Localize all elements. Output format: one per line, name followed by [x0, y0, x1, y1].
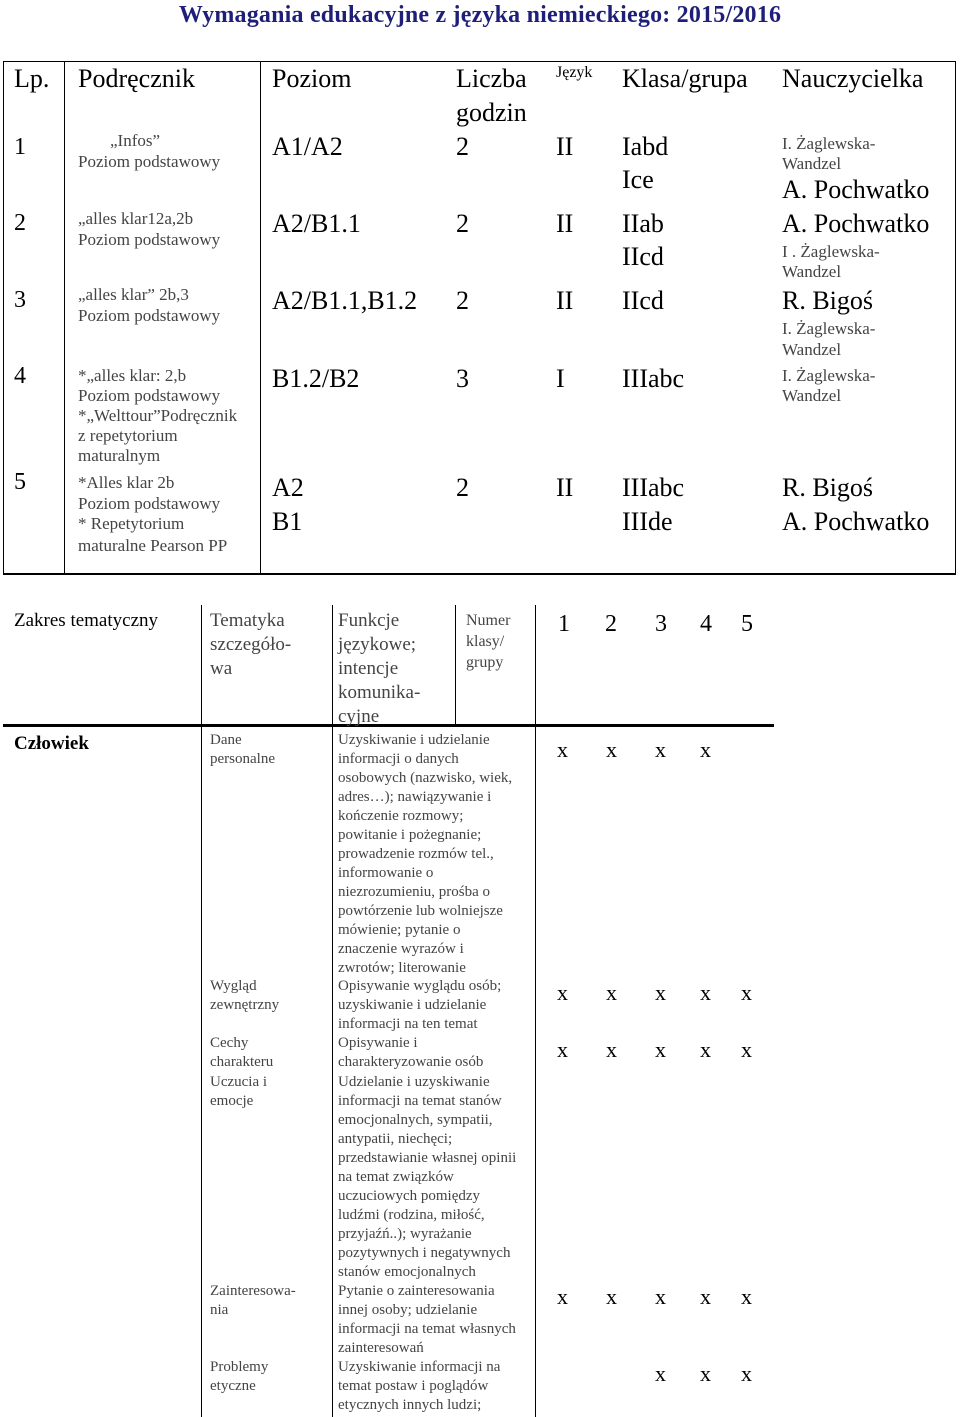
teacher: R. Bigoś [782, 286, 874, 315]
level: B1 [272, 507, 303, 536]
topic: charakteru [210, 1054, 274, 1070]
class-group: Ice [622, 165, 654, 194]
header-liczba: Liczba [456, 64, 527, 93]
function-line: innej osoby; udzielanie [338, 1302, 478, 1318]
function-line: przyjaźń..); wyrażanie [338, 1226, 472, 1242]
book-level: Poziom podstawowy [78, 152, 221, 171]
row-number: 5 [14, 469, 26, 495]
teacher: I. Żaglewska- [782, 319, 876, 338]
mark-col-4: x [700, 1037, 711, 1062]
book-line: *„Welttour”Podręcznik [78, 406, 238, 425]
topic: nia [210, 1302, 229, 1318]
teacher: R. Bigoś [782, 473, 874, 502]
mark-col-3: x [655, 737, 666, 762]
mark-col-5: x [741, 1361, 752, 1386]
divider [3, 573, 956, 574]
book-line: * Repetytorium [78, 514, 185, 533]
header-funkcje: komunika- [338, 682, 421, 703]
header-numer: klasy/ [466, 633, 505, 650]
function-line: Udzielanie i uzyskiwanie [338, 1074, 490, 1090]
function-line: zainteresowań [338, 1340, 424, 1356]
header-rule [3, 724, 774, 727]
topic: personalne [210, 751, 275, 767]
teacher: I. Żaglewska- [782, 366, 876, 385]
function-line: kończenie rozmowy; [338, 808, 464, 824]
function-line: informowanie o [338, 865, 434, 881]
class-group: IIIabc [622, 364, 685, 393]
header-funkcje: językowe; [338, 634, 417, 655]
header-lp: Lp. [14, 64, 50, 93]
header-funkcje: Funkcje [338, 610, 400, 631]
header-funkcje: cyjne [338, 706, 380, 727]
function-line: znaczenie wyrazów i [338, 941, 464, 957]
col-header-1: 1 [558, 611, 570, 637]
book-title: „alles klar12a,2b [78, 209, 194, 228]
book-level: Poziom podstawowy [78, 306, 221, 325]
hours: 3 [456, 364, 469, 393]
teacher: Wandzel [782, 262, 842, 281]
teacher: I . Żaglewska- [782, 242, 880, 261]
col-header-3: 3 [655, 611, 667, 637]
function-line: etycznych innych ludzi; [338, 1397, 482, 1413]
mark-col-2: x [606, 737, 617, 762]
header-zakres: Zakres tematyczny [14, 610, 159, 631]
language: II [556, 132, 574, 161]
function-line: niezrozumieniu, prośba o [338, 884, 491, 900]
function-line: Opisywanie i [338, 1035, 418, 1051]
class-group: Iabd [622, 132, 669, 161]
topic: Problemy [210, 1359, 269, 1375]
topic: emocje [210, 1093, 254, 1109]
class-group: IIIde [622, 507, 673, 536]
header-jezyk: Język [556, 64, 593, 81]
function-line: Pytanie o zainteresowania [338, 1283, 495, 1299]
language: II [556, 286, 574, 315]
class-group: IIIabc [622, 473, 685, 502]
function-line: informacji na ten temat [338, 1016, 478, 1032]
header-numer: Numer [466, 612, 511, 629]
mark-col-1: x [557, 737, 568, 762]
function-line: ludźmi (rodzina, miłość, [338, 1207, 485, 1223]
function-line: stanów emocjonalnych [338, 1264, 476, 1280]
row-number: 4 [14, 363, 26, 389]
teacher: Wandzel [782, 340, 842, 359]
mark-col-3: x [655, 1284, 666, 1309]
topic: Wygląd [210, 978, 257, 994]
teacher: Wandzel [782, 386, 842, 405]
teacher: Wandzel [782, 154, 842, 173]
mark-col-3: x [655, 1361, 666, 1386]
teacher: I. Żaglewska- [782, 134, 876, 153]
header-nauczycielka: Nauczycielka [782, 64, 924, 93]
function-line: powitanie i pożegnanie; [338, 827, 482, 843]
function-line: emocjonalnych, sympatii, [338, 1112, 493, 1128]
mark-col-1: x [557, 1284, 568, 1309]
mark-col-2: x [606, 980, 617, 1005]
header-tematyka: szczegóło- [210, 634, 292, 655]
function-line: na temat związków [338, 1169, 454, 1185]
row-number: 1 [14, 134, 26, 160]
header-tematyka: Tematyka [210, 610, 285, 631]
mark-col-4: x [700, 980, 711, 1005]
language: II [556, 209, 574, 238]
topic: zewnętrzny [210, 997, 280, 1013]
topic: Uczucia i [210, 1074, 268, 1090]
mark-col-2: x [606, 1284, 617, 1309]
teacher: A. Pochwatko [782, 209, 930, 238]
header-godzin: godzin [456, 98, 527, 127]
mark-col-4: x [700, 737, 711, 762]
function-line: prowadzenie rozmów tel., [338, 846, 494, 862]
function-line: uzyskiwanie i udzielanie [338, 997, 487, 1013]
col-header-5: 5 [741, 611, 753, 637]
hours: 2 [456, 209, 469, 238]
mark-col-5: x [741, 980, 752, 1005]
mark-col-1: x [557, 1037, 568, 1062]
function-line: Opisywanie wyglądu osób; [338, 978, 502, 994]
mark-col-1: x [557, 980, 568, 1005]
function-line: uczuciowych pomiędzy [338, 1188, 481, 1204]
mark-col-4: x [700, 1361, 711, 1386]
col-header-2: 2 [605, 611, 617, 637]
divider [455, 605, 456, 725]
section-label: Człowiek [14, 733, 89, 754]
divider [64, 61, 65, 575]
function-line: powtórzenie lub wolniejsze [338, 903, 503, 919]
function-line: antypatii, niechęci; [338, 1131, 453, 1147]
book-line: Poziom podstawowy [78, 494, 221, 513]
class-group: IIcd [622, 242, 664, 271]
function-line: charakteryzowanie osób [338, 1054, 484, 1070]
topic: etyczne [210, 1378, 256, 1394]
mark-col-2: x [606, 1037, 617, 1062]
function-line: Uzyskiwanie i udzielanie [338, 732, 490, 748]
class-group: IIab [622, 209, 664, 238]
function-line: informacji na temat stanów [338, 1093, 502, 1109]
function-line: adres…); nawiązywanie i [338, 789, 492, 805]
level: A2/B1.1,B1.2 [272, 286, 418, 315]
book-level: Poziom podstawowy [78, 230, 221, 249]
row-number: 2 [14, 210, 26, 236]
book-title: „Infos” [110, 131, 161, 150]
topic: Zainteresowa- [210, 1283, 296, 1299]
book-line: z repetytorium [78, 426, 178, 445]
book-title: *Alles klar 2b [78, 473, 175, 492]
teacher: A. Pochwatko [782, 175, 930, 204]
mark-col-3: x [655, 980, 666, 1005]
topic: Dane [210, 732, 242, 748]
book-line: maturalnym [78, 446, 161, 465]
header-tematyka: wa [210, 658, 233, 679]
function-line: Uzyskiwanie informacji na [338, 1359, 501, 1375]
teacher: A. Pochwatko [782, 507, 930, 536]
level: A1/A2 [272, 132, 343, 161]
function-line: pozytywnych i negatywnych [338, 1245, 511, 1261]
mark-col-5: x [741, 1284, 752, 1309]
mark-col-4: x [700, 1284, 711, 1309]
hours: 2 [456, 286, 469, 315]
page-title: Wymagania edukacyjne z języka niemieckiego: 2015/2016 [178, 2, 782, 28]
language: II [556, 473, 574, 502]
level: A2 [272, 473, 304, 502]
book-title: „alles klar” 2b,3 [78, 285, 189, 304]
level: B1.2/B2 [272, 364, 360, 393]
level: A2/B1.1 [272, 209, 361, 238]
mark-col-3: x [655, 1037, 666, 1062]
function-line: mówienie; pytanie o [338, 922, 461, 938]
function-line: zwrotów; literowanie [338, 960, 466, 976]
hours: 2 [456, 473, 469, 502]
function-line: przedstawianie własnej opinii [338, 1150, 517, 1166]
function-line: informacji o danych [338, 751, 459, 767]
hours: 2 [456, 132, 469, 161]
language: I [556, 364, 565, 393]
header-klasa: Klasa/grupa [622, 64, 748, 93]
header-numer: grupy [466, 654, 504, 671]
book-line: Poziom podstawowy [78, 386, 221, 405]
function-line: informacji na temat własnych [338, 1321, 516, 1337]
header-poziom: Poziom [272, 64, 352, 93]
function-line: temat postaw i poglądów [338, 1378, 489, 1394]
col-header-4: 4 [700, 611, 712, 637]
header-podrecznik: Podręcznik [78, 64, 195, 93]
book-title: *„alles klar: 2,b [78, 366, 187, 385]
class-group: IIcd [622, 286, 664, 315]
divider [260, 61, 261, 575]
mark-col-5: x [741, 1037, 752, 1062]
header-funkcje: intencje [338, 658, 399, 679]
book-line: maturalne Pearson PP [78, 536, 228, 555]
function-line: osobowych (nazwisko, wiek, [338, 770, 513, 786]
row-number: 3 [14, 287, 26, 313]
topic: Cechy [210, 1035, 249, 1051]
